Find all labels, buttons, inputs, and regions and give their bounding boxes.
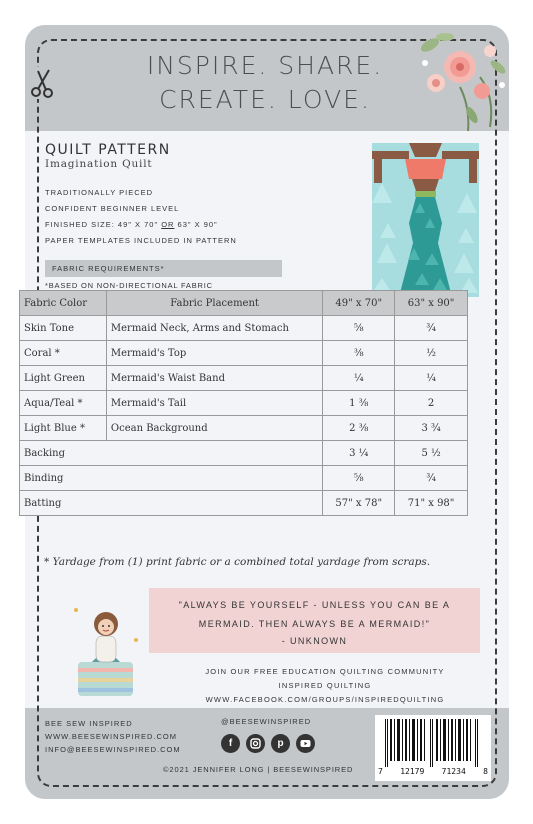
pinterest-icon[interactable]: p	[271, 734, 290, 753]
quote-text	[153, 596, 476, 634]
table-row	[20, 491, 468, 516]
fabric-requirements-heading: FABRIC REQUIREMENTS*	[45, 260, 282, 277]
feature-templates: PAPER TEMPLATES INCLUDED IN PATTERN	[45, 236, 237, 245]
quilter-illustration	[70, 600, 145, 700]
table-row	[20, 466, 468, 491]
fabric-table	[19, 290, 468, 516]
cell-placement: Mermaid Neck, Arms and Stomach	[106, 316, 322, 341]
cell-placement: Mermaid's Waist Band	[106, 366, 322, 391]
pattern-subtitle: Imagination Quilt	[45, 158, 153, 170]
header-fabric-placement: Fabric Placement	[106, 291, 322, 316]
feature-pieced: TRADITIONALLY PIECED	[45, 188, 154, 197]
table-row	[20, 316, 468, 341]
instagram-icon[interactable]	[246, 734, 265, 753]
community-info	[175, 665, 475, 707]
cell-small: ⅜	[323, 341, 395, 366]
barcode-digit-1: 7	[378, 767, 383, 776]
social-handle: @BEESEWINSPIRED	[221, 717, 312, 726]
size-or: OR	[161, 220, 175, 229]
barcode-digit-2: 12179	[400, 767, 425, 776]
cell-small: 3 ¼	[323, 441, 395, 466]
yardage-footnote: * Yardage from (1) print fabric or a combined total yardage from scraps.	[44, 556, 431, 568]
quote-line-2: MERMAID. THEN ALWAYS BE A MERMAID!"	[198, 619, 431, 629]
community-url[interactable]: WWW.FACEBOOK.COM/GROUPS/INSPIREDQUILTING	[205, 695, 445, 704]
cell-color: Batting	[20, 491, 323, 516]
cell-color: Backing	[20, 441, 323, 466]
barcode-digit-3: 71234	[441, 767, 466, 776]
table-row	[20, 416, 468, 441]
quote-line-1: "ALWAYS BE YOURSELF - UNLESS YOU CAN BE A	[178, 600, 451, 610]
barcode-bars	[379, 719, 487, 767]
cell-small: ¼	[323, 366, 395, 391]
cell-large: ¾	[395, 316, 468, 341]
facebook-icon[interactable]: f	[221, 734, 240, 753]
size-suffix: 63" X 90"	[174, 220, 218, 229]
mermaid-quilt-image	[372, 143, 479, 297]
table-row	[20, 441, 468, 466]
headline	[115, 49, 415, 117]
feature-list	[45, 185, 237, 249]
cell-color: Coral *	[20, 341, 107, 366]
brand-info	[45, 717, 181, 756]
barcode-digit-4: 8	[483, 767, 488, 776]
table-row	[20, 341, 468, 366]
cell-color: Skin Tone	[20, 316, 107, 341]
cell-color: Light Green	[20, 366, 107, 391]
flower-bouquet-icon	[410, 27, 509, 133]
table-row	[20, 366, 468, 391]
header-large-size: 63" x 90"	[395, 291, 468, 316]
headline-line-2: CREATE. LOVE.	[159, 85, 371, 114]
brand-website[interactable]: WWW.BEESEWINSPIRED.COM	[45, 732, 178, 741]
cell-small: 2 ⅜	[323, 416, 395, 441]
fabric-note: *BASED ON NON-DIRECTIONAL FABRIC	[45, 281, 213, 290]
cell-large: ½	[395, 341, 468, 366]
cell-small: ⅝	[323, 466, 395, 491]
quote-box	[149, 588, 480, 653]
size-prefix: FINISHED SIZE: 49" X 70"	[45, 220, 162, 229]
community-line-2: INSPIRED QUILTING	[278, 681, 372, 690]
cell-small: 57" x 78"	[323, 491, 395, 516]
cell-placement: Mermaid's Top	[106, 341, 322, 366]
social-icons	[221, 734, 315, 753]
feature-level: CONFIDENT BEGINNER LEVEL	[45, 204, 180, 213]
community-line-1: JOIN OUR FREE EDUCATION QUILTING COMMUNITY	[205, 667, 445, 676]
cell-large: ¾	[395, 466, 468, 491]
scissors-icon	[29, 67, 57, 99]
barcode	[375, 715, 491, 781]
headline-line-1: INSPIRE. SHARE.	[146, 51, 384, 80]
table-row	[20, 391, 468, 416]
brand-email[interactable]: INFO@BEESEWINSPIRED.COM	[45, 745, 181, 754]
cell-large: ¼	[395, 366, 468, 391]
copyright: ©2021 JENNIFER LONG | BEESEWINSPIRED	[163, 765, 354, 774]
pattern-title: QUILT PATTERN	[45, 142, 171, 158]
cell-large: 5 ½	[395, 441, 468, 466]
cell-color: Binding	[20, 466, 323, 491]
cell-color: Aqua/Teal *	[20, 391, 107, 416]
cell-large: 71" x 98"	[395, 491, 468, 516]
feature-size	[45, 217, 237, 233]
cell-small: ⅝	[323, 316, 395, 341]
cell-color: Light Blue *	[20, 416, 107, 441]
cell-placement: Mermaid's Tail	[106, 391, 322, 416]
barcode-number	[375, 767, 491, 776]
quote-author: - UNKNOWN	[281, 636, 348, 646]
cell-large: 3 ¾	[395, 416, 468, 441]
youtube-icon[interactable]	[296, 734, 315, 753]
table-header-row	[20, 291, 468, 316]
header-fabric-color: Fabric Color	[20, 291, 107, 316]
cell-large: 2	[395, 391, 468, 416]
cell-small: 1 ⅜	[323, 391, 395, 416]
brand-name: BEE SEW INSPIRED	[45, 719, 133, 728]
cell-placement: Ocean Background	[106, 416, 322, 441]
header-small-size: 49" x 70"	[323, 291, 395, 316]
